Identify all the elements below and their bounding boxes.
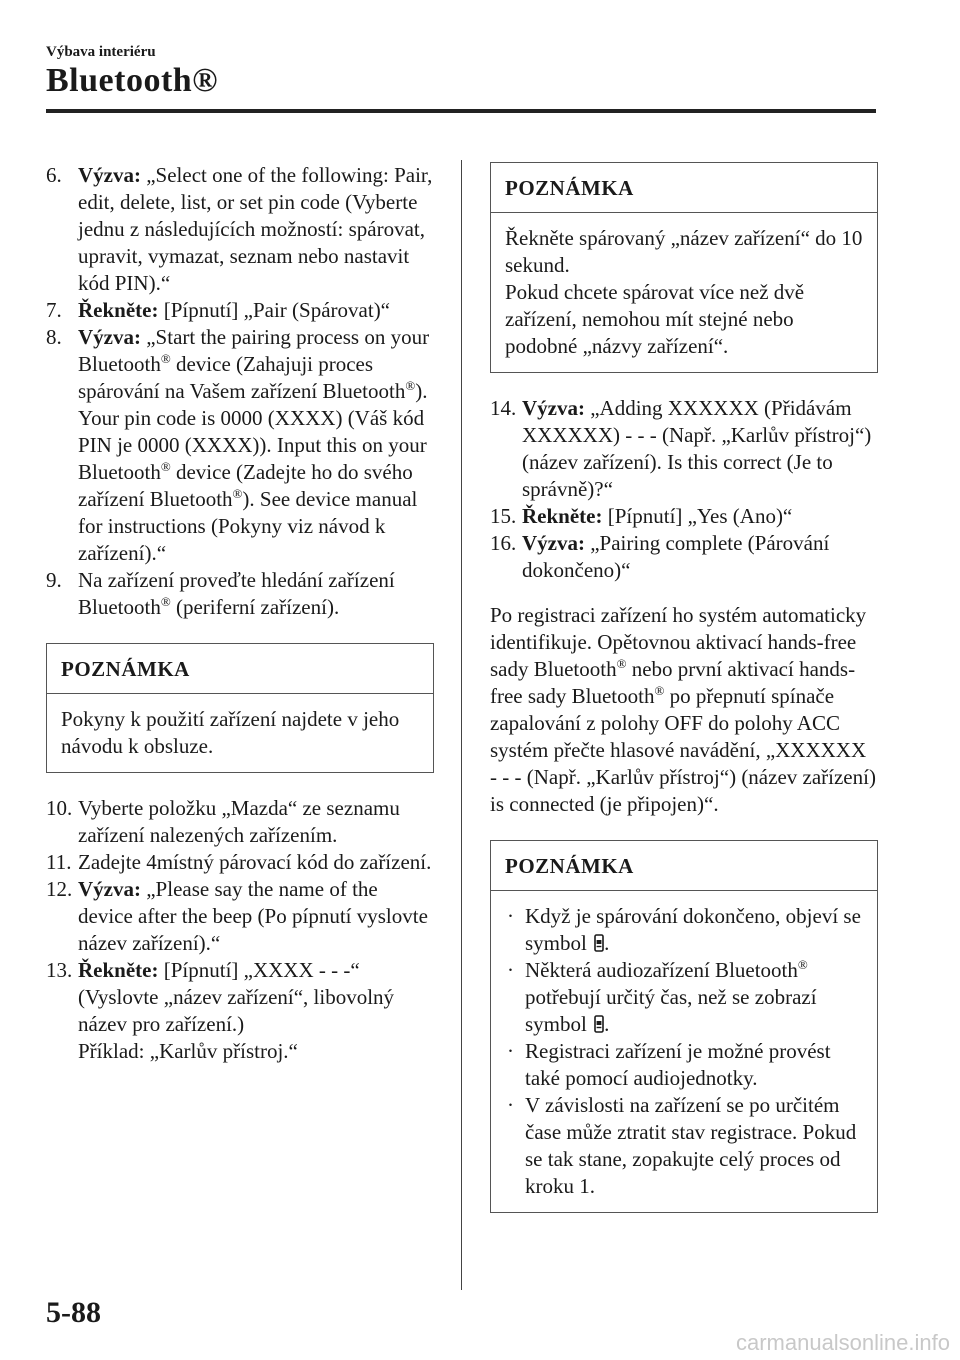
bullet-text: [525, 957, 863, 1038]
step-body: Na zařízení proveďte hledání zařízení Bluetooth: [78, 568, 395, 619]
page-title: Bluetooth®: [46, 62, 219, 99]
bullet-mark: ·: [507, 1039, 514, 1063]
note-bullet: [505, 957, 863, 1038]
step-number: 14.: [490, 396, 517, 420]
para-text: po přepnutí spínače zapalování z polohy OFF do polohy ACC systém přečte hlasové navádění, „XXXXXX - - - (Např. „Karlův přístroj“) (název zařízení) is connected (je připojen)“.: [490, 684, 876, 816]
step-label: Řekněte:: [78, 958, 159, 982]
registered-mark: ®: [160, 351, 171, 366]
registered-mark: ®: [654, 683, 665, 698]
bullet-text: [525, 903, 863, 957]
step-body: ). Your pin code is 0000 (XXXX) (Váš kód PIN je 0000 (XXXX)). Input this on your Bluetooth: [78, 379, 428, 484]
registered-mark: ®: [405, 378, 416, 393]
step-10: [46, 795, 434, 849]
registration-paragraph: [490, 602, 878, 818]
step-text: [78, 957, 434, 1065]
step-body: (Vyslovte „název zařízení“, libovolný název pro zařízení.): [78, 985, 395, 1036]
step-label: Výzva:: [522, 531, 585, 555]
step-body: „Select one of the following: Pair, edit, delete, list, or set pin code (Vyberte jednu z následujících možností: spárovat, upravit, vymazat, seznam nebo nastavit kód PIN).“: [78, 163, 433, 295]
note-line: Pokud chcete spárovat více než dvě zařízení, nemohou mít stejné nebo podobné „názvy zařízení“.: [505, 280, 805, 358]
para-text: nebo první aktivací hands-free sady Bluetooth: [490, 657, 856, 708]
step-text: [522, 395, 878, 503]
step-text: [522, 503, 878, 530]
step-number: 10.: [46, 796, 73, 820]
note-box: [46, 643, 434, 773]
step-text: [78, 297, 434, 324]
note-body: [491, 891, 877, 1212]
step-label: Výzva:: [78, 325, 141, 349]
step-number: 16.: [490, 531, 517, 555]
note-bullet: [505, 903, 863, 957]
step-label: Výzva:: [78, 163, 141, 187]
bullet-mark: ·: [507, 1093, 514, 1117]
step-label: Výzva:: [78, 877, 141, 901]
step-number: 15.: [490, 504, 517, 528]
step-8: [46, 324, 434, 567]
note-body: [491, 213, 877, 372]
step-body: „Pairing complete (Párování dokončeno)“: [522, 531, 830, 582]
registered-mark: ®: [160, 459, 171, 474]
step-14: [490, 395, 878, 503]
step-number: 11.: [46, 850, 72, 874]
note-box: [490, 162, 878, 373]
note-box: [490, 840, 878, 1213]
step-body: device (Zadejte ho do svého zařízení Bluetooth: [78, 460, 413, 511]
step-label: Řekněte:: [78, 298, 159, 322]
step-body: [Pípnutí] „Yes (Ano)“: [602, 504, 793, 528]
note-bullet: [505, 1092, 863, 1200]
step-12: [46, 876, 434, 957]
step-body: „Adding XXXXXX (Přidávám XXXXXX) - - - (Např. „Karlův přístroj“) (název zařízení). Is this correct (Je to správně)?“: [522, 396, 872, 501]
bullet-body: Když je spárování dokončeno, objeví se symbol: [525, 904, 861, 955]
step-number: 12.: [46, 877, 73, 901]
step-body: „Start the pairing process on your Bluetooth: [78, 325, 430, 376]
step-6: [46, 162, 434, 297]
step-body: (periferní zařízení).: [170, 595, 340, 619]
step-16: [490, 530, 878, 584]
step-number: 8.: [46, 325, 62, 349]
bullet-text: Registraci zařízení je možné provést také pomocí audiojednotky.: [525, 1039, 831, 1090]
note-heading: POZNÁMKA: [491, 841, 877, 891]
page-number: 5-88: [46, 1296, 101, 1329]
step-11: [46, 849, 434, 876]
registered-mark: ®: [797, 957, 808, 972]
step-number: 6.: [46, 163, 62, 187]
bullet-body: potřebují určitý čas, než se zobrazí symbol: [525, 985, 817, 1036]
registered-mark: ®: [160, 594, 171, 609]
column-divider: [461, 160, 462, 1290]
period: .: [604, 931, 610, 955]
bluetooth-phone-icon: [594, 1015, 604, 1033]
note-heading: POZNÁMKA: [47, 644, 433, 694]
bluetooth-phone-icon: [594, 934, 604, 952]
step-body: [Pípnutí] „Pair (Spárovat)“: [158, 298, 391, 322]
step-body: ). See device manual for instructions (Pokyny viz návod k zařízení).“: [78, 487, 418, 565]
para-text: Po registraci zařízení ho systém automaticky identifikuje. Opětovnou aktivací hands-free sady Bluetooth: [490, 603, 867, 681]
step-9: [46, 567, 434, 621]
step-text: [78, 324, 434, 567]
registered-mark: ®: [232, 486, 243, 501]
step-body: Příklad: „Karlův přístroj.“: [78, 1039, 298, 1063]
bullet-body: Některá audiozařízení Bluetooth: [525, 958, 798, 982]
bullet-mark: ·: [507, 958, 514, 982]
step-text: Vyberte položku „Mazda“ ze seznamu zařízení nalezených zařízením.: [78, 796, 400, 847]
note-line: Řekněte spárovaný „název zařízení“ do 10 sekund.: [505, 226, 863, 277]
step-text: Zadejte 4místný párovací kód do zařízení.: [78, 850, 432, 874]
step-13: [46, 957, 434, 1065]
registered-mark: ®: [616, 656, 627, 671]
watermark: carmanualsonline.info: [735, 1330, 950, 1355]
step-text: [78, 567, 434, 621]
step-label: Řekněte:: [522, 504, 603, 528]
step-body: [Pípnutí] „XXXX - - -“: [158, 958, 360, 982]
step-body: „Please say the name of the device after the beep (Po pípnutí vyslovte název zařízení).“: [78, 877, 428, 955]
bullet-text: V závislosti na zařízení se po určitém čase může ztratit stav registrace. Pokud se tak stane, zopakujte celý proces od kroku 1.: [525, 1093, 857, 1198]
step-text: [522, 530, 878, 584]
step-body: device (Zahajuji proces spárování na Vašem zařízení Bluetooth: [78, 352, 406, 403]
right-column: [490, 162, 878, 1235]
period: .: [604, 1012, 610, 1036]
note-bullet: [505, 1038, 863, 1092]
header-rule: [46, 109, 876, 113]
step-number: 13.: [46, 958, 73, 982]
section-label: Výbava interiéru: [46, 44, 156, 60]
bullet-mark: ·: [507, 904, 514, 928]
step-number: 9.: [46, 568, 62, 592]
left-column: [46, 162, 434, 1065]
note-body: Pokyny k použití zařízení najdete v jeho návodu k obsluze.: [61, 707, 400, 758]
note-heading: POZNÁMKA: [491, 163, 877, 213]
step-number: 7.: [46, 298, 62, 322]
step-text: [78, 162, 434, 297]
step-15: [490, 503, 878, 530]
step-7: [46, 297, 434, 324]
step-label: Výzva:: [522, 396, 585, 420]
step-text: [78, 876, 434, 957]
